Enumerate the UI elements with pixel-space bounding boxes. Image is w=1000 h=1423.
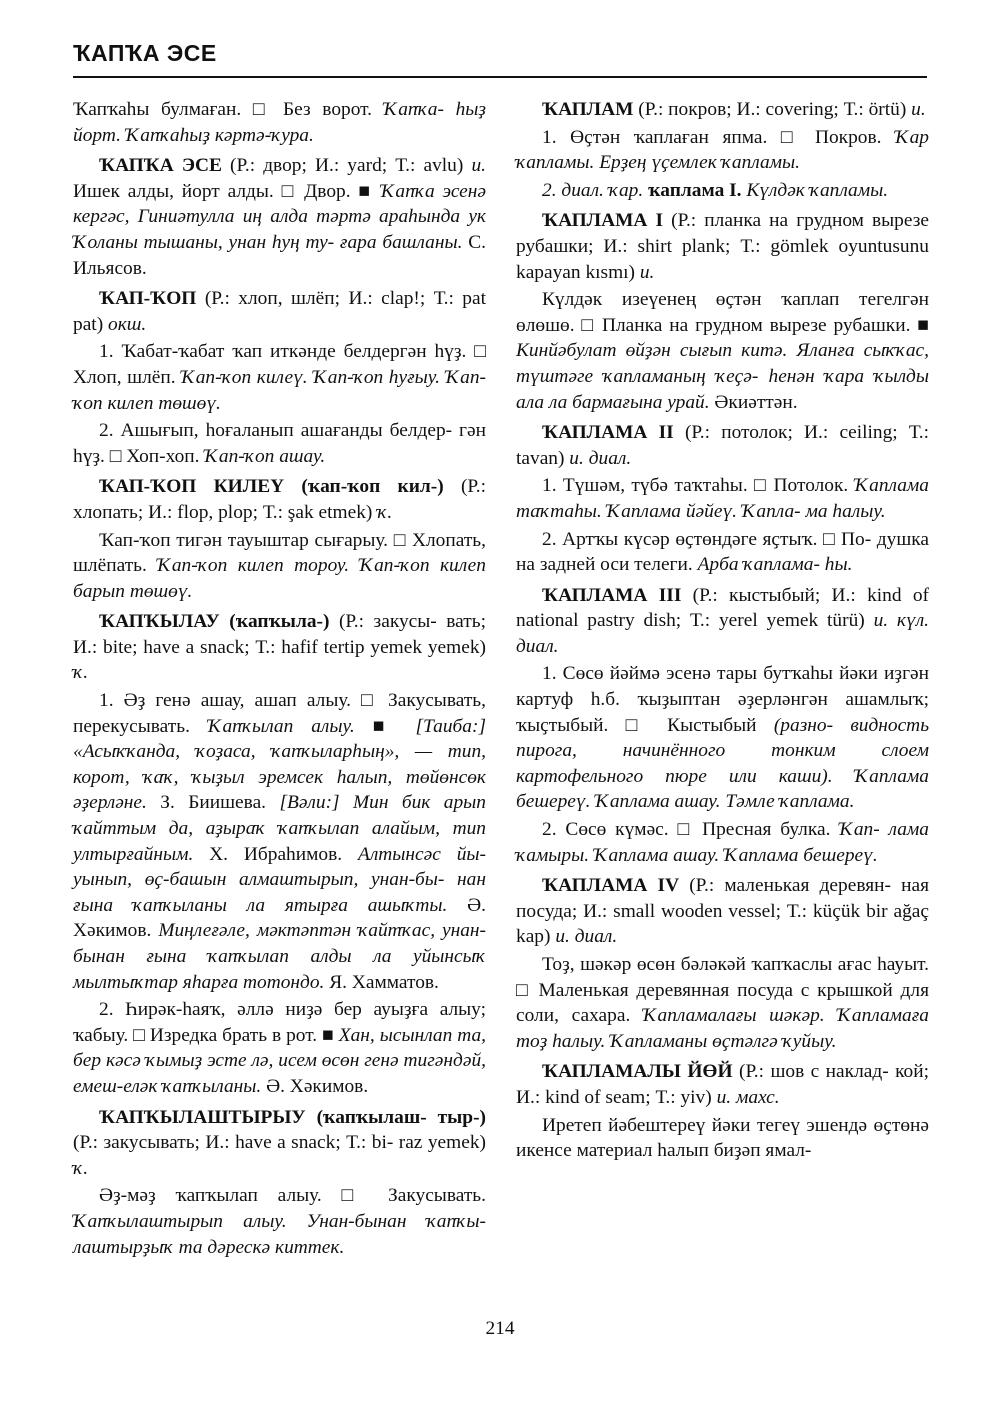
sense-paragraph: Иретеп йәбештереү йәки тегеү эшендә өҫтөнә икенсе материал һалып биҙәп ямал- bbox=[516, 1114, 929, 1162]
headword: ҠАПҠЫЛАШТЫРЫУ (ҡапҡылаш- тыр-) bbox=[99, 1106, 486, 1128]
entry-paragraph: ҠАП-ҠОП КИЛЕҮ (ҡап-ҡоп кил-) (Р.: хлопать; И.: flop, plop; Т.: şak etmek) ҡ. bbox=[73, 476, 486, 523]
entry-paragraph: ҠАПЛАМА IV (Р.: маленькая деревян- ная посуда; И.: small wooden vessel; Т.: küçük bir ağaç kap) и. диал. bbox=[516, 875, 929, 948]
sense-paragraph: 1. Түшәм, түбә таҡтаһы. □ Потолок. Ҡаплама таҡтаһы. Ҡаплама йәйеү. Ҡапла- ма һалыу. bbox=[516, 475, 929, 522]
entry-paragraph: ҠАПҠА ЭСЕ (Р.: двор; И.: yard; Т.: avlu) и. Ишек алды, йорт алды. □ Двор. ■ Ҡапҡа эсенә кергәс, Гиниәтулла иң алда тәртә араһында ук Ҡоланы тышаны, унан һуң ту- ғара башланы. С. Ильясов. bbox=[73, 155, 487, 279]
sense-paragraph: 1. Өҫтән ҡаплаған япма. □ Покров. Ҡар ҡапламы. Ерҙең үҫемлек ҡапламы. bbox=[516, 126, 929, 174]
headword: ҠАПЛАМАЛЫ ЙӨЙ bbox=[542, 1061, 733, 1083]
entry-paragraph: ҠАПЛАМАЛЫ ЙӨЙ (Р.: шов с наклад- кой; И.: kind of seam; Т.: yiv) и. махс. bbox=[516, 1061, 929, 1108]
page-number: 214 bbox=[485, 1318, 515, 1339]
sense-paragraph: 2. Артҡы күсәр өҫтөндәге яҫтыҡ. □ По- душка на задней оси телеги. Арба ҡаплама- һы. bbox=[516, 528, 929, 576]
sense-paragraph: 2. Ашығып, һоғаланып ашағанды белдер- гән һүҙ. □ Хоп-хоп. Ҡап-ҡоп ашау. bbox=[73, 420, 486, 467]
entry-paragraph: Ҡапҡаһы булмаған. □ Без ворот. Ҡапҡа- һыҙ йорт. Ҡапҡаһыҙ кәртә-ҡура. bbox=[73, 99, 486, 146]
headword: ҠАПҠА ЭСЕ bbox=[99, 155, 222, 177]
sense-paragraph: Әҙ-мәҙ ҡапҡылап алыу. □ Закусывать. Ҡапҡылаштырып алыу. Унан-бынан ҡапҡы- лаштырҙыҡ та дәрескә киттек. bbox=[73, 1185, 486, 1258]
left-column bbox=[73, 97, 486, 1262]
right-column bbox=[516, 97, 929, 1166]
sense-paragraph: 1. Сөсө йәймә эсенә тары бутҡаһы йәки иҙгән картуф һ.б. ҡыҙыптан әҙерләнгән ашамлыҡ; ҡыҫтыбый. □ Кыстыбый (разно- видность пирога, начинённого тонким слоем картофельного пюре или каши). Ҡаплама бешереү. Ҡаплама ашау. Тәмле ҡаплама. bbox=[516, 663, 930, 813]
sense-paragraph: 1. Әҙ генә ашау, ашап алыу. □ Закусывать, перекусывать. Ҡапҡылап алыу. ■ [Таиба:] «Асыҡҡанда, ҡоҙаса, ҡапҡыларһың», — тип, корот, ҡаҡ, ҡыҙыл эремсек һалып, төйөнсөк әҙерләне. З. Биишева. [Вәли:] Мин бик арып ҡайттым да, аҙыраҡ ҡапҡылап алайым, тип ултырғайным. Х. Ибраһимов. Алтынсәс йы- уынып, өҫ-башын алмаштырып, унан-бы- нан ғына ҡапҡыланы ла ятырға ашыҡты. Ә. Хәкимов. Миңлеғәле, мәктәптән ҡайтҡас, унан-бынан ғына ҡапҡылап алды ла уйынсыҡ мылтыҡтар яһарға тотондо. Я. Хамматов. bbox=[73, 690, 486, 993]
headword: ҠАПЛАМА III bbox=[542, 584, 682, 606]
sense-paragraph: 2. диал. ҡар. ҡаплама I. Күлдәк ҡапламы. bbox=[542, 179, 889, 201]
entry-paragraph: ҠАПЛАМА II (Р.: потолок; И.: ceiling; Т.: tavan) и. диал. bbox=[516, 422, 929, 469]
sense-paragraph: Тоҙ, шәкәр өсөн бәләкәй ҡапҡаслы ағас һауыт. □ Маленькая деревянная посуда с крышкой для соли, сахара. Ҡапламалағы шәкәр. Ҡапламаға тоҙ һалыу. Ҡапламаны өҫтәлгә ҡуйыу. bbox=[516, 954, 929, 1052]
header-rule bbox=[73, 76, 927, 78]
headword: ҠАП-ҠОП КИЛЕҮ (ҡап-ҡоп кил-) bbox=[99, 476, 444, 498]
headword: ҠАП-ҠОП bbox=[99, 288, 197, 310]
headword: ҠАПҠЫЛАУ (ҡапҡыла-) bbox=[99, 611, 330, 633]
entry-paragraph: ҠАПҠЫЛАУ (ҡапҡыла-) (Р.: закусы- вать; И.: bite; have a snack; Т.: hafif tertip yemek yemek) ҡ. bbox=[73, 611, 486, 684]
headword: ҠАПЛАМА II bbox=[542, 422, 674, 444]
entry-paragraph: ҠАПЛАМА I (Р.: планка на грудном вырезе рубашки; И.: shirt plank; Т.: gömlek oyuntusunu kapayan kısmı) и. bbox=[516, 210, 929, 283]
sense-paragraph: Ҡап-ҡоп тигән тауыштар сығарыу. □ Хлопать, шлёпать. Ҡап-ҡоп килеп тороу. Ҡап-ҡоп килеп барып төшөү. bbox=[73, 529, 486, 602]
headword: ҠАПЛАМА IV bbox=[542, 875, 680, 897]
entry-paragraph: ҠАПЛАМ (Р.: покров; И.: covering; Т.: örtü) и. bbox=[542, 99, 926, 120]
entry-paragraph: ҠАП-ҠОП (Р.: хлоп, шлёп; И.: clap!; Т.: pat pat) окш. bbox=[73, 288, 486, 335]
headword: ҠАПЛАМ bbox=[542, 99, 634, 120]
headword: ҠАПЛАМА I bbox=[542, 210, 664, 232]
sense-paragraph: 1. Ҡабат-ҡабат ҡап иткәнде белдергән һүҙ. □ Хлоп, шлёп. Ҡап-ҡоп килеү. Ҡап-ҡоп һуғыу. Ҡап-ҡоп килеп төшөү. bbox=[73, 341, 486, 414]
sense-paragraph: 2. Сөсө күмәс. □ Пресная булка. Ҡап- лама ҡамыры. Ҡаплама ашау. Ҡаплама бешереү. bbox=[516, 819, 930, 866]
sense-paragraph: Күлдәк изеүенең өҫтән ҡаплап тегелгән өлөшө. □ Планка на грудном вырезе рубашки. ■ Кинйәбулат өйҙән сығып китә. Яланға сыҡҡас, түштәге ҡапламаның ҡеҫә- һенән ҡара ҡылды ала ла бармағына урай. Әкиәттән. bbox=[516, 289, 929, 413]
running-head: ҠАПҠА ЭСЕ bbox=[73, 40, 217, 66]
entry-paragraph: ҠАПҠЫЛАШТЫРЫУ (ҡапҡылаш- тыр-) (Р.: закусывать; И.: have a snack; Т.: bi- raz yemek) ҡ. bbox=[73, 1106, 486, 1179]
sense-paragraph: 2. Һирәк-һаяҡ, әллә ниҙә бер ауыҙға алыу; ҡабыу. □ Изредка брать в рот. ■ Хан, ысынлап та, бер кәсә ҡымыҙ эсте лә, исем өсөн генә тигәндәй, емеш-еләк ҡапҡыланы. Ә. Хәкимов. bbox=[73, 999, 486, 1097]
entry-paragraph: ҠАПЛАМА III (Р.: кыстыбый; И.: kind of national pastry dish; Т.: yerel yemek türü) и. күл. диал. bbox=[516, 584, 929, 657]
